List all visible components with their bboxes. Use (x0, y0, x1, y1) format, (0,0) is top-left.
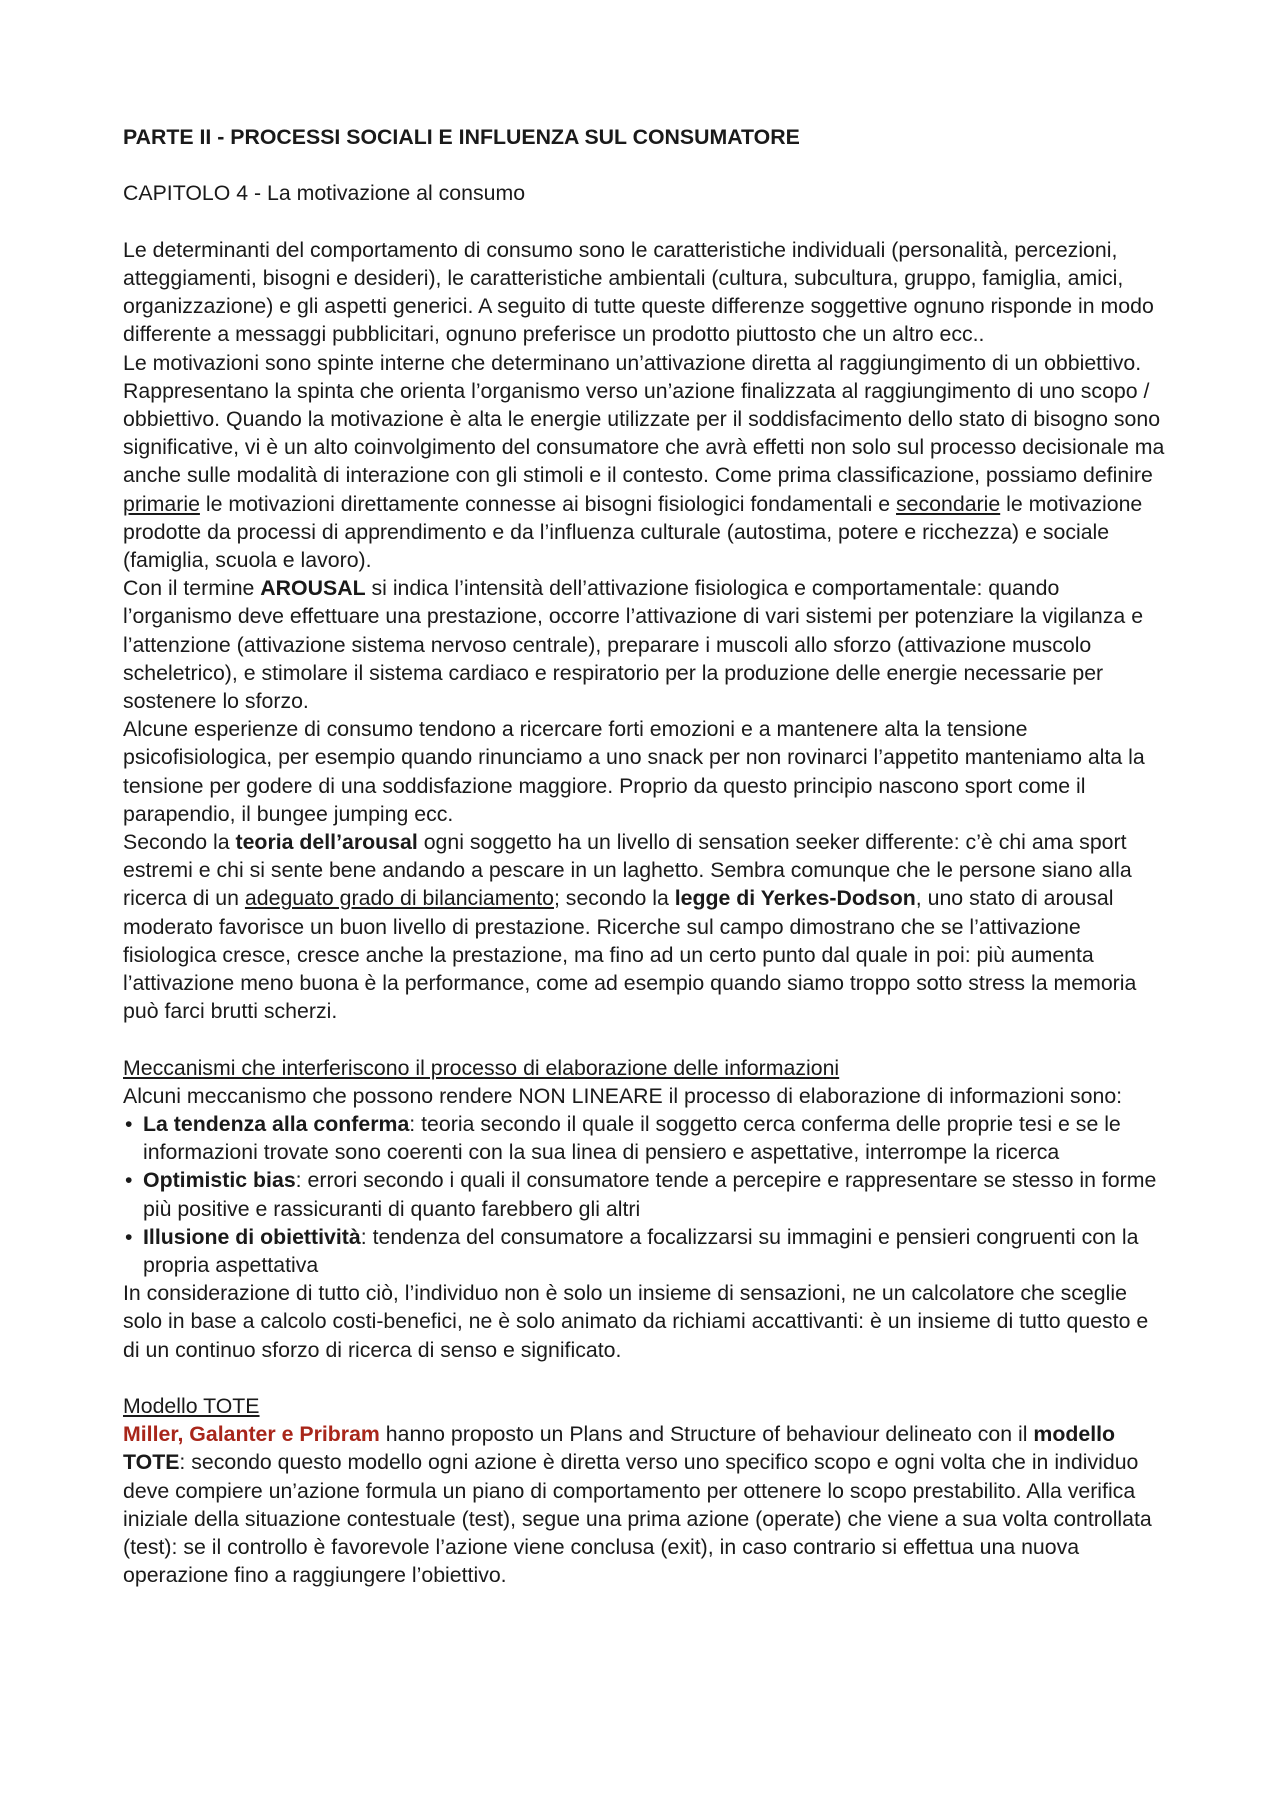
paragraph-determinants: Le determinanti del comportamento di consumo sono le caratteristiche individuali (personalità, percezioni, atteggiamenti, bisogni e desideri), le caratteristiche ambientali (cultura, subcultura, gruppo, famiglia, amici, organizzazione) e gli aspetti generici. A seguito di tutte queste differenze soggettive ognuno risponde in modo differente a messaggi pubblicitari, ognuno preferisce un prodotto piuttosto che un altro ecc.. (123, 237, 1154, 347)
section-title-mechanisms: Meccanismi che interferiscono il processo di elaborazione delle informazioni (123, 1055, 840, 1080)
term-secondarie: secondarie (896, 491, 1001, 516)
paragraph-conclusion: In considerazione di tutto ciò, l’individuo non è solo un insieme di sensazioni, ne un calcolatore che sceglie solo in base a calcolo costi-benefici, ne è solo animato da richiami accattivanti: è un insieme di tutto questo e di un continuo sforzo di ricerca di senso e significato. (123, 1281, 1149, 1362)
term-balance: adeguato grado di bilanciamento (244, 886, 554, 911)
list-item: • Illusione di obiettività: tendenza del consumatore a focalizzarsi su immagini e pensieri congruenti con la propria aspettativa (125, 1224, 1139, 1278)
paragraph-tote: Miller, Galanter e Pribram hanno proposto un Plans and Structure of behaviour delineato con il modello TOTE: secondo questo modello ogni azione è diretta verso uno specifico scopo e ogni volta che in individuo deve compiere un’azione formula un piano di comportamento per ottenere lo scopo prestabilito. Alla verifica iniziale della situazione contestuale (test), segue una prima azione (operate) che viene a sua volta controllata (test): se il controllo è favorevole l’azione viene conclusa (exit), in caso contrario si effettua una nuova operazione fino a raggiungere l’obiettivo. (123, 1422, 1152, 1588)
paragraph-arousal-theory: Secondo la teoria dell’arousal ogni soggetto ha un livello di sensation seeker differente: c’è chi ama sport estremi e chi si sente bene andando a pescare in un laghetto. Sembra comunque che le persone siano alla ricerca di un adeguato grado di bilanciamento; secondo la legge di Yerkes-Dodson, uno stato di arousal moderato favorisce un buon livello di prestazione. Ricerche sul campo dimostrano che se l’attivazione fisiologica cresce, cresce anche la prestazione, ma fino ad un certo punto dal quale in poi: più aumenta l’attivazione meno buona è la performance, come ad esempio quando siamo troppo sotto stress la memoria può farci brutti scherzi. (123, 830, 1137, 1024)
term-yerkes-dodson: legge di Yerkes-Dodson (674, 886, 916, 911)
term-tote-model: modello TOTE (123, 1422, 1116, 1475)
term-primarie: primarie (123, 491, 200, 516)
authors-highlight: Miller, Galanter e Pribram (123, 1422, 380, 1447)
list-item: • La tendenza alla conferma: teoria secondo il quale il soggetto cerca conferma delle proprie tesi e se le informazioni trovate sono coerenti con la sua linea di pensiero e aspettative, interrompe la ricerca (125, 1112, 1121, 1165)
bullet-glyph: • (125, 1224, 133, 1249)
bullet-glyph: • (125, 1168, 133, 1193)
paragraph-emotions: Alcune esperienze di consumo tendono a ricercare forti emozioni e a mantenere alta la tensione psicofisiologica, per esempio quando rinunciamo a uno snack per non rovinarci l’appetito manteniamo alta la tensione per godere di una soddisfazione maggiore. Proprio da questo principio nascono sport come il parapendio, il bungee jumping ecc. (123, 717, 1145, 826)
term-arousal: AROUSAL (260, 576, 366, 601)
paragraph-motivations: Le motivazioni sono spinte interne che determinano un’attivazione diretta al raggiungimento di un obbiettivo. Rappresentano la spinta che orienta l’organismo verso un’azione finalizzata al raggiungimento di uno scopo / obbiettivo. Quando la motivazione è alta le energie utilizzate per il soddisfacimento dello stato di bisogno sono significative, vi è un alto coinvolgimento del consumatore che avrà effetti non solo sul processo decisionale ma anche sulle modalità di interazione con gli stimoli e il contesto. Come prima classificazione, possiamo definire primarie le motivazioni direttamente connesse ai bisogni fisiologici fondamentali e secondarie le motivazione prodotte da processi di apprendimento e da l’influenza culturale (autostima, potere e ricchezza) e sociale (famiglia, scuola e lavoro). (123, 350, 1165, 573)
section-title-tote: Modello TOTE (123, 1394, 260, 1419)
bullet-glyph: • (125, 1112, 133, 1137)
section-intro-mechanisms: Alcuni meccanismo che possono rendere NON LINEARE il processo di elaborazione di informazioni sono: (123, 1083, 1123, 1108)
term-arousal-theory: teoria dell’arousal (235, 830, 418, 855)
list-item: • Optimistic bias: errori secondo i quali il consumatore tende a percepire e rappresentare se stesso in forme più positive e rassicuranti di quanto farebbero gli altri (125, 1168, 1157, 1221)
bullet-list (123, 1110, 1170, 1279)
paragraph-arousal: Con il termine AROUSAL si indica l’intensità dell’attivazione fisiologica e comportamentale: quando l’organismo deve effettuare una prestazione, occorre l’attivazione di vari sistemi per potenziare la vigilanza e l’attenzione (attivazione sistema nervoso centrale), preparare i muscoli allo sforzo (attivazione muscolo scheletrico), e stimolare il sistema cardiaco e respiratorio per la produzione delle energie necessarie per sostenere lo sforzo. (123, 576, 1144, 714)
part-title: PARTE II - PROCESSI SOCIALI E INFLUENZA SUL CONSUMATORE (123, 125, 800, 149)
chapter-title: CAPITOLO 4 - La motivazione al consumo (123, 181, 526, 206)
